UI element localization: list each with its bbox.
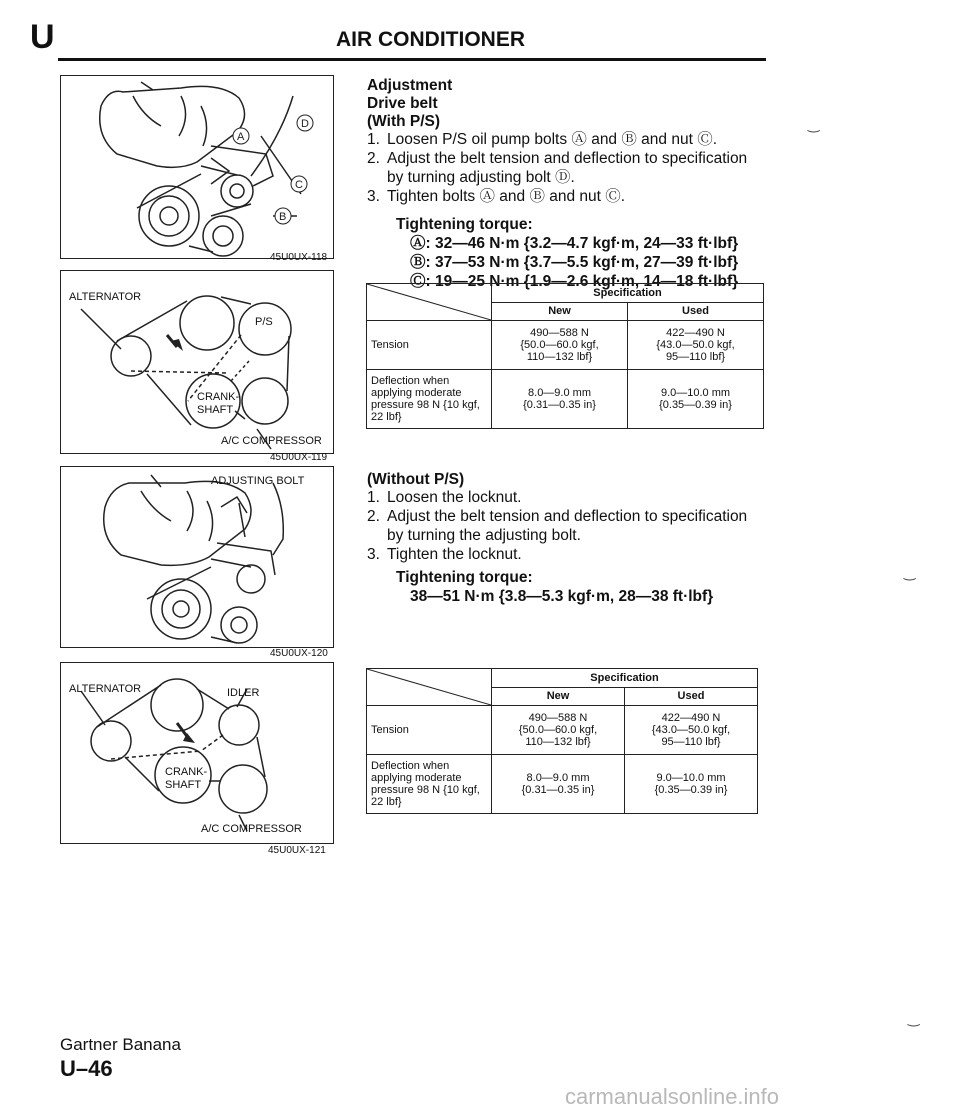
label-alternator: ALTERNATOR bbox=[69, 291, 142, 303]
callout-b: B bbox=[279, 211, 287, 223]
without-ps-heading: (Without P/S) bbox=[367, 471, 465, 488]
torque-heading: Tightening torque: bbox=[396, 216, 533, 233]
torque-spec: Ⓒ: 19—25 N·m {1.9—2.6 kgf·m, 14—18 ft·lbf} bbox=[410, 273, 739, 290]
table-corner bbox=[367, 284, 492, 321]
step bbox=[367, 545, 767, 564]
step-text: Tighten the locknut. bbox=[387, 546, 522, 563]
step-number: 1. bbox=[367, 131, 380, 148]
row-label: Tension bbox=[367, 706, 492, 755]
label-idler: IDLER bbox=[227, 687, 260, 699]
step-number: 2. bbox=[367, 150, 380, 167]
label-adjusting-bolt: ADJUSTING BOLT bbox=[211, 475, 305, 487]
label-crankshaft-1: CRANK- bbox=[165, 766, 208, 778]
step-number: 2. bbox=[367, 508, 380, 525]
figure-belt-ps bbox=[60, 270, 334, 454]
figure-engine-no-ps bbox=[60, 466, 334, 648]
step bbox=[367, 149, 767, 187]
page-number: U–46 bbox=[60, 1056, 113, 1081]
spec-table-without-ps bbox=[366, 668, 758, 814]
table-row bbox=[367, 706, 758, 755]
label-crankshaft-2: SHAFT bbox=[197, 404, 234, 416]
table-header: Specification bbox=[492, 669, 758, 688]
table-header: Specification bbox=[492, 284, 764, 303]
step-text: Loosen the locknut. bbox=[387, 489, 522, 506]
cell-used: 422—490 N {43.0—50.0 kgf, 95—110 lbf} bbox=[625, 706, 758, 755]
engine-no-ps-illustration bbox=[61, 467, 333, 647]
cell-used: 422—490 N {43.0—50.0 kgf, 95—110 lbf} bbox=[628, 321, 764, 370]
table-col-used: Used bbox=[625, 687, 758, 706]
step-text: Adjust the belt tension and deflection to specification by turning the adjusting bolt. bbox=[387, 508, 748, 544]
scan-mark: ‿ bbox=[808, 116, 820, 132]
section-letter: U bbox=[30, 18, 55, 56]
with-ps-heading: (With P/S) bbox=[367, 113, 441, 130]
cell-new: 490—588 N {50.0—60.0 kgf, 110—132 lbf} bbox=[492, 321, 628, 370]
step bbox=[367, 187, 767, 206]
table-col-new: New bbox=[492, 302, 628, 321]
step bbox=[367, 130, 767, 149]
cell-used: 9.0—10.0 mm {0.35—0.39 in} bbox=[628, 370, 764, 429]
with-ps-steps bbox=[367, 130, 767, 206]
label-ps: P/S bbox=[255, 316, 273, 328]
cell-new: 490—588 N {50.0—60.0 kgf, 110—132 lbf} bbox=[492, 706, 625, 755]
header-rule bbox=[58, 58, 766, 61]
cell-new: 8.0—9.0 mm {0.31—0.35 in} bbox=[492, 370, 628, 429]
cell-new: 8.0—9.0 mm {0.31—0.35 in} bbox=[492, 755, 625, 814]
table-row bbox=[367, 370, 764, 429]
step-number: 3. bbox=[367, 188, 380, 205]
watermark: carmanualsonline.info bbox=[565, 1084, 780, 1109]
label-ac-compressor: A/C COMPRESSOR bbox=[201, 823, 302, 835]
adjustment-heading: Adjustment bbox=[367, 77, 453, 94]
scan-mark: ‿ bbox=[908, 1010, 920, 1026]
torque-spec: Ⓑ: 37—53 N·m {3.7—5.5 kgf·m, 27—39 ft·lbf} bbox=[410, 254, 739, 271]
torque-spec: 38—51 N·m {3.8—5.3 kgf·m, 28—38 ft·lbf} bbox=[410, 588, 714, 605]
figure-engine-ps bbox=[60, 75, 334, 259]
step-number: 1. bbox=[367, 489, 380, 506]
figure-code: 45U0UX-119 bbox=[270, 452, 328, 463]
figure-belt-no-ps bbox=[60, 662, 334, 844]
table-row bbox=[367, 755, 758, 814]
row-label: Deflection when applying moderate pressure 98 N {10 kgf, 22 lbf} bbox=[367, 755, 492, 814]
callout-c: C bbox=[295, 179, 303, 191]
table-corner bbox=[367, 669, 492, 706]
label-ac-compressor: A/C COMPRESSOR bbox=[221, 435, 322, 447]
spec-table-with-ps bbox=[366, 283, 764, 429]
figure-code: 45U0UX-118 bbox=[270, 252, 328, 263]
step-number: 3. bbox=[367, 546, 380, 563]
step bbox=[367, 507, 767, 545]
torque-spec: Ⓐ: 32—46 N·m {3.2—4.7 kgf·m, 24—33 ft·lbf} bbox=[410, 235, 739, 252]
label-crankshaft-2: SHAFT bbox=[165, 779, 202, 791]
figure-code: 45U0UX-121 bbox=[268, 845, 326, 856]
page-title: AIR CONDITIONER bbox=[336, 28, 525, 51]
figure-code: 45U0UX-120 bbox=[270, 648, 328, 659]
table-col-new: New bbox=[492, 687, 625, 706]
step-text: Loosen P/S oil pump bolts Ⓐ and Ⓑ and nut Ⓒ. bbox=[387, 131, 717, 148]
step bbox=[367, 488, 767, 507]
without-ps-steps bbox=[367, 488, 767, 564]
step-text: Tighten bolts Ⓐ and Ⓑ and nut Ⓒ. bbox=[387, 188, 626, 205]
label-crankshaft-1: CRANK- bbox=[197, 391, 240, 403]
label-alternator: ALTERNATOR bbox=[69, 683, 142, 695]
callout-a: A bbox=[237, 131, 245, 143]
row-label: Tension bbox=[367, 321, 492, 370]
drive-belt-heading: Drive belt bbox=[367, 95, 438, 112]
callout-d: D bbox=[301, 118, 309, 130]
torque-heading: Tightening torque: bbox=[396, 569, 533, 586]
step-text: Adjust the belt tension and deflection to specification by turning adjusting bolt Ⓓ. bbox=[387, 150, 748, 186]
cell-used: 9.0—10.0 mm {0.35—0.39 in} bbox=[625, 755, 758, 814]
table-row bbox=[367, 321, 764, 370]
row-label: Deflection when applying moderate pressure 98 N {10 kgf, 22 lbf} bbox=[367, 370, 492, 429]
table-col-used: Used bbox=[628, 302, 764, 321]
engine-ps-illustration bbox=[61, 76, 333, 258]
scan-mark: ‿ bbox=[904, 564, 916, 580]
footer-author: Gartner Banana bbox=[60, 1035, 181, 1054]
